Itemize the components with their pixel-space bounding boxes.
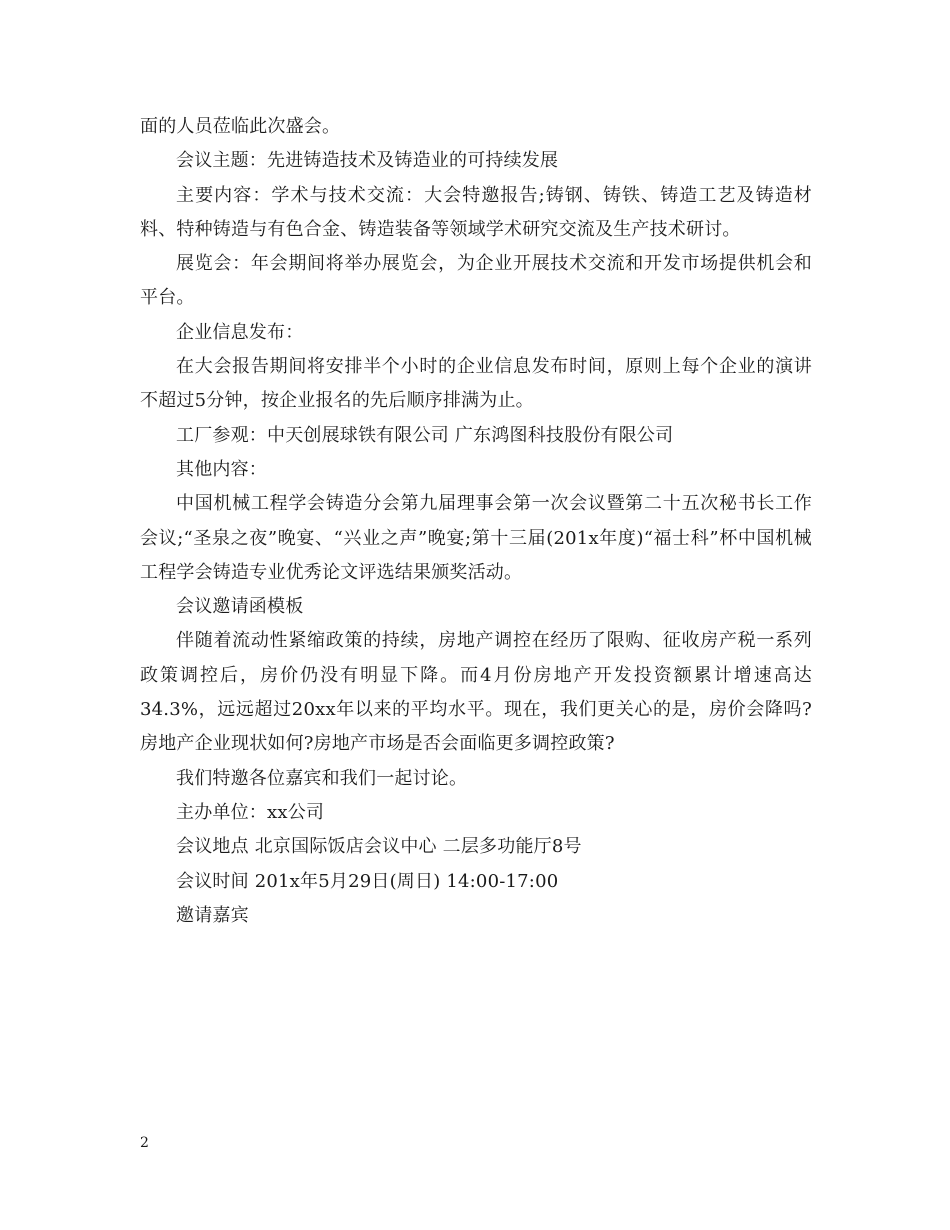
paragraph-15: 会议时间 201x年5月29日(周日) 14:00-17:00 xyxy=(176,870,559,892)
paragraph-7: 工厂参观：中天创展球铁有限公司 广东鸿图科技股份有限公司 xyxy=(176,424,674,446)
paragraph-13: 主办单位：xx公司 xyxy=(176,801,325,823)
paragraph-5: 企业信息发布： xyxy=(176,321,304,343)
paragraph-16: 邀请嘉宾 xyxy=(176,904,249,926)
paragraph-11: 伴随着流动性紧缩政策的持续，房地产调控在经历了限购、征收房产税一系列政策调控后，房价仍没有明显下降。而4月份房地产开发投资额累计增速高达34.3%，远远超过20xx年以来的平均水平。现在，我们更关心的是，房价会降吗?房地产企业现状如何?房地产市场是否会面临更多调控政策? xyxy=(140,630,812,755)
paragraph-1: 面的人员莅临此次盛会。 xyxy=(140,116,341,137)
paragraph-6: 在大会报告期间将安排半个小时的企业信息发布时间，原则上每个企业的演讲不超过5分钟，按企业报名的先后顺序排满为止。 xyxy=(140,356,812,412)
paragraph-10: 会议邀请函模板 xyxy=(176,596,304,618)
paragraph-12: 我们特邀各位嘉宾和我们一起讨论。 xyxy=(176,767,468,789)
document-body xyxy=(140,110,812,933)
paragraph-9: 中国机械工程学会铸造分会第九届理事会第一次会议暨第二十五次秘书长工作会议;“圣泉之夜”晚宴、“兴业之声”晚宴;第十三届(201x年度)“福士科”杯中国机械工程学会铸造专业优秀论文评选结果颁奖活动。 xyxy=(140,493,812,583)
paragraph-3: 主要内容：学术与技术交流：大会特邀报告;铸钢、铸铁、铸造工艺及铸造材料、特种铸造与有色合金、铸造装备等领域学术研究交流及生产技术研讨。 xyxy=(140,184,812,240)
paragraph-8: 其他内容： xyxy=(176,458,267,480)
page-number: 2 xyxy=(140,1135,149,1151)
paragraph-4: 展览会：年会期间将举办展览会，为企业开展技术交流和开发市场提供机会和平台。 xyxy=(140,253,812,309)
paragraph-2: 会议主题：先进铸造技术及铸造业的可持续发展 xyxy=(176,150,559,172)
paragraph-14: 会议地点 北京国际饭店会议中心 二层多功能厅8号 xyxy=(176,836,582,858)
